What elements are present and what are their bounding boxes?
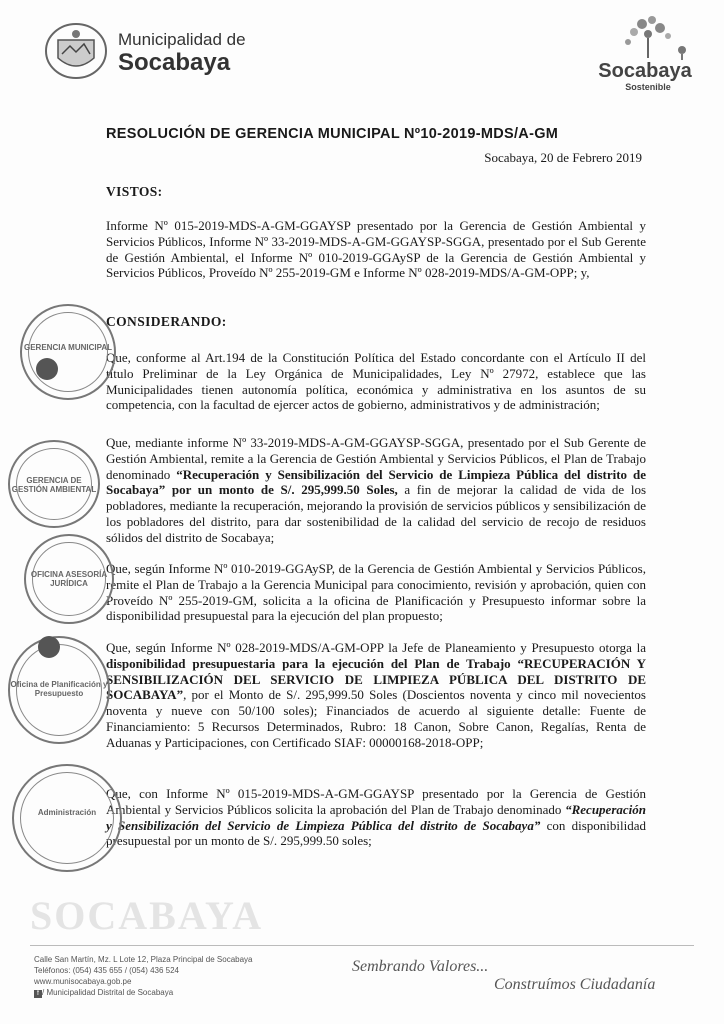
municipal-shield-logo — [40, 20, 112, 82]
paragraph-2-text-a: Que, mediante informe Nº 33-2019-MDS-A-GM-GGAYSP-SGGA, presentado por el Sub Gerente de Gestión Ambiental, remite a la Gerencia de Gestión Ambiental y Servicios Públicos, el Plan de Trabajo denominado — [106, 435, 646, 482]
stamp-gerencia-municipal — [20, 304, 116, 400]
footer-facebook — [34, 988, 173, 998]
stamp-4-label: Oficina de Planificación y Presupuesto — [10, 679, 108, 698]
footer-divider — [30, 945, 694, 946]
paragraph-4-text-a: Que, según Informe Nº 028-2019-MDS/A-GM-OPP la Jefe de Planeamiento y Presupuesto otorga la — [106, 640, 646, 655]
paragraph-5-text-a: Que, con Informe Nº 015-2019-MDS-A-GM-GGAYSP presentado por la Gerencia de Gestión Ambiental y Servicios Públicos solicita la aprobación del Plan de Trabajo denominado — [106, 786, 646, 817]
municipality-name-big: Socabaya — [118, 49, 231, 76]
signature-mark-1 — [36, 358, 58, 380]
budget-availability-bold: disponibilidad presupuestaria para la ejecución del Plan de Trabajo “RECUPERACIÓN Y SENSIBILIZACIÓN DEL SERVICIO DE LIMPIEZA PÚBLICA DEL DISTRITO DE SOCABAYA” — [106, 655, 646, 703]
paragraph-3: Que, según Informe Nº 010-2019-GGAySP, de la Gerencia de Gestión Ambiental y Servicios Públicos, remite el Plan de Trabajo a la Gerencia Municipal para conocimiento, revisión y aprobación, quien con Proveído Nº 255-2019-GM, solicita a la oficina de Planificación y Presupuesto informar sobre la disponibilidad presupuestal para la ejecución del plan propuesto; — [106, 561, 646, 624]
considerando-heading: CONSIDERANDO: — [106, 314, 227, 329]
paragraph-4 — [106, 640, 646, 751]
footer-address: Calle San Martín, Mz. L Lote 12, Plaza Principal de Socabaya — [34, 955, 253, 964]
paragraph-5-text-c: con disponibilidad presupuestal por un monto de S/. 295,999.50 soles; — [106, 817, 646, 849]
footer-facebook-text: / Municipalidad Distrital de Socabaya — [42, 988, 174, 997]
right-logo-name: Socabaya — [598, 60, 692, 82]
plan-name-bold-italic: “Recuperación y Sensibilización del Servicio de Limpieza Pública del distrito de Socabaya” — [106, 801, 646, 833]
paragraph-1: Que, conforme al Art.194 de la Constitución Política del Estado concordante con el Artículo II del título Preliminar de la Ley Orgánica de Municipalidades, Ley Nº 27972, establece que las Municipalidades tienen autonomía política, económica y administrativa en los asuntos de su competencia, con la facultad de ejercer actos de gobierno, administrativos y de administración; — [106, 350, 646, 413]
plan-name-bold: “Recuperación y Sensibilización del Servicio de Limpieza Pública del distrito de Socabaya” por un monto de S/. 295,999.50 Soles, — [106, 466, 646, 498]
document-date: Socabaya, 20 de Febrero 2019 — [484, 150, 642, 165]
slogan-construimos: Construímos Ciudadanía — [494, 976, 656, 993]
stamp-gerencia-ambiental — [8, 440, 100, 528]
stamp-asesoria-juridica — [24, 534, 114, 624]
right-logo-subtitle: Sostenible — [625, 82, 671, 92]
slogan-sembrando: Sembrando Valores... — [352, 958, 489, 975]
paragraph-4-text-c: , por el Monto de S/. 295,999.50 Soles (Doscientos noventa y cinco mil novecientos noventa y nueve con 50/100 soles); Financiados de acuerdo al siguiente detalle: Fuente de Financiamiento: 5 Recursos Determinados, Rubro: 18 Canon, Sobre Canon, Regalías, Renta de Aduanas y Participaciones, con Certificado SIAF: 00000168-2018-OPP; — [106, 687, 646, 750]
stamp-administracion — [12, 764, 122, 872]
footer-phones: Teléfonos: (054) 435 655 / (054) 436 524 — [34, 966, 179, 975]
paragraph-2 — [106, 435, 646, 546]
paragraph-5 — [106, 786, 646, 849]
vistos-heading: VISTOS: — [106, 184, 163, 199]
vistos-paragraph: Informe Nº 015-2019-MDS-A-GM-GGAYSP presentado por la Gerencia de Gestión Ambiental y Servicios Públicos, Informe Nº 33-2019-MDS-A-GM-GGAYSP-SGGA, presentado por el Sub Gerente de Gestión Ambiental, el Informe Nº 010-2019-GGAySP de la Gerencia de Gestión Ambiental y Servicios Públicos, Proveído Nº 255-2019-GM e Informe Nº 028-2019-MDS/A-GM-OPP; y, — [106, 218, 646, 281]
municipality-name-small: Municipalidad de — [118, 30, 246, 49]
facebook-icon: f — [34, 990, 42, 998]
stamp-5-label: Administración — [37, 807, 97, 817]
paragraph-2-text-c: a fin de mejorar la calidad de vida de los pobladores, mediante la recuperación, mejorando la provisión de servicios públicos y sensibilización de los pobladores del distrito, para dar sostenibilidad de la calidad del servicio de recojo de residuos sólidos del distrito de Socabaya; — [106, 482, 646, 545]
stamp-1-label: GERENCIA MUNICIPAL — [24, 342, 112, 352]
signature-mark-2 — [38, 636, 60, 658]
resolution-title: RESOLUCIÓN DE GERENCIA MUNICIPAL Nº10-2019-MDS/A-GM — [106, 126, 559, 142]
stamp-planificacion-presupuesto — [8, 636, 110, 744]
socabaya-watermark: SOCABAYA — [30, 893, 264, 938]
stamp-2-label: GERENCIA DE GESTIÓN AMBIENTAL — [11, 475, 97, 494]
stamp-3-label: OFICINA ASESORÍA JURÍDICA — [30, 570, 108, 589]
footer-website: www.munisocabaya.gob.pe — [34, 977, 132, 986]
